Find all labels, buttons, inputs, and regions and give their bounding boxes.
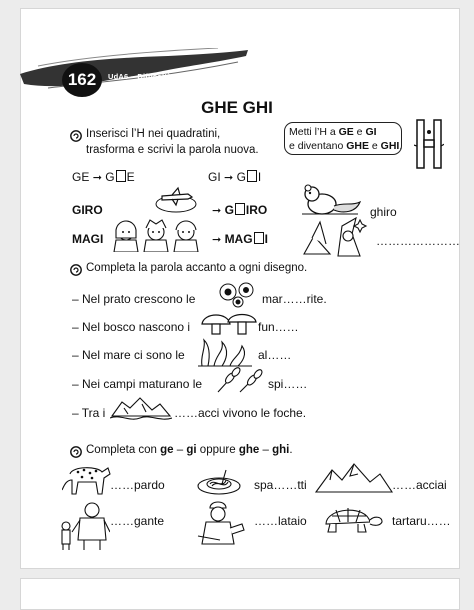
- swirl-bullet-icon: [70, 446, 82, 458]
- dormouse-icon: [300, 184, 362, 218]
- row1-ge-transform: GE ➞ G E: [72, 170, 135, 184]
- exercise2-sentence-3: – Nel mare ci sono le: [72, 348, 185, 362]
- h-input-box[interactable]: [254, 232, 264, 244]
- seaweed-icon: [196, 338, 254, 368]
- exercise2-sentence-5: – Tra i: [72, 406, 106, 420]
- exercise3-instruction: Completa con ge – gi oppure ghe – ghi.: [86, 444, 293, 456]
- airplane-loop-icon: [154, 186, 198, 214]
- exercise1-instruction-line1: Inserisci l’H nei quadratini,: [86, 128, 221, 140]
- ice-cream-seller-icon: [196, 498, 246, 546]
- exercise2-answer-4[interactable]: spi……: [268, 377, 308, 391]
- exercise2-answer-2[interactable]: fun……: [258, 320, 299, 334]
- exercise2-answer-1[interactable]: mar……rite.: [262, 292, 327, 306]
- next-page-edge: [20, 578, 460, 610]
- row3-word: MAGI: [72, 232, 104, 246]
- exercise2-answer-5[interactable]: ……acci vivono le foche.: [174, 406, 307, 420]
- mushrooms-icon: [200, 310, 258, 336]
- exercise2-instruction: Completa la parola accanto a ogni disegno.: [86, 262, 308, 274]
- leopard-icon: [62, 460, 112, 496]
- exercise2-sentence-2: – Nel bosco nascono i: [72, 320, 191, 334]
- h-input-box[interactable]: [116, 170, 126, 182]
- wheat-ears-icon: [214, 366, 266, 394]
- exercise3-word-3[interactable]: ……acciai: [392, 478, 447, 492]
- swirl-bullet-icon: [70, 130, 82, 142]
- exercise3-word-6[interactable]: tartaru……: [392, 514, 451, 528]
- header-brush-stroke: [18, 48, 250, 90]
- letter-h-character-icon: [414, 116, 444, 172]
- exercise1-instruction-line2: trasforma e scrivi la parola nuova.: [86, 144, 259, 156]
- h-input-box[interactable]: [247, 170, 257, 182]
- spaghetti-plate-icon: [196, 468, 242, 496]
- daisies-icon: [214, 280, 260, 308]
- exercise2-sentence-4: – Nei campi maturano le: [72, 377, 203, 391]
- rule-speech-bubble: Metti l’H a GE e GI e diventano GHE e GHI.: [284, 122, 402, 155]
- row2-result: ➞ G IRO: [212, 203, 268, 217]
- exercise2-answer-3[interactable]: al……: [258, 348, 292, 362]
- page-number-badge: 162: [62, 63, 102, 97]
- row2-answer: ghiro: [370, 205, 397, 219]
- three-kings-icon: [112, 218, 200, 252]
- exercise3-word-4[interactable]: ……gante: [110, 514, 165, 528]
- exercise3-word-2[interactable]: spa……tti: [254, 478, 307, 492]
- exercise3-word-1[interactable]: ……pardo: [110, 478, 165, 492]
- glaciers-icon: [314, 462, 394, 496]
- h-input-box[interactable]: [235, 203, 245, 215]
- exercise3-word-5[interactable]: ……lataio: [254, 514, 307, 528]
- giant-and-boy-icon: [58, 502, 110, 550]
- turtle-icon: [318, 500, 384, 536]
- row3-result: ➞ MAG I: [212, 232, 268, 246]
- swirl-bullet-icon: [70, 264, 82, 276]
- unit-label: UdA6 – Difficoltà ortografiche: [108, 72, 220, 81]
- exercise2-sentence-1: – Nel prato crescono le: [72, 292, 196, 306]
- wizard-icon: [300, 214, 372, 258]
- row3-answer-blank[interactable]: …………………: [376, 234, 460, 248]
- row2-word: GIRO: [72, 203, 103, 217]
- icebergs-icon: [110, 394, 172, 422]
- row1-gi-transform: GI ➞ G I: [208, 170, 262, 184]
- page-title: GHE GHI: [201, 98, 273, 117]
